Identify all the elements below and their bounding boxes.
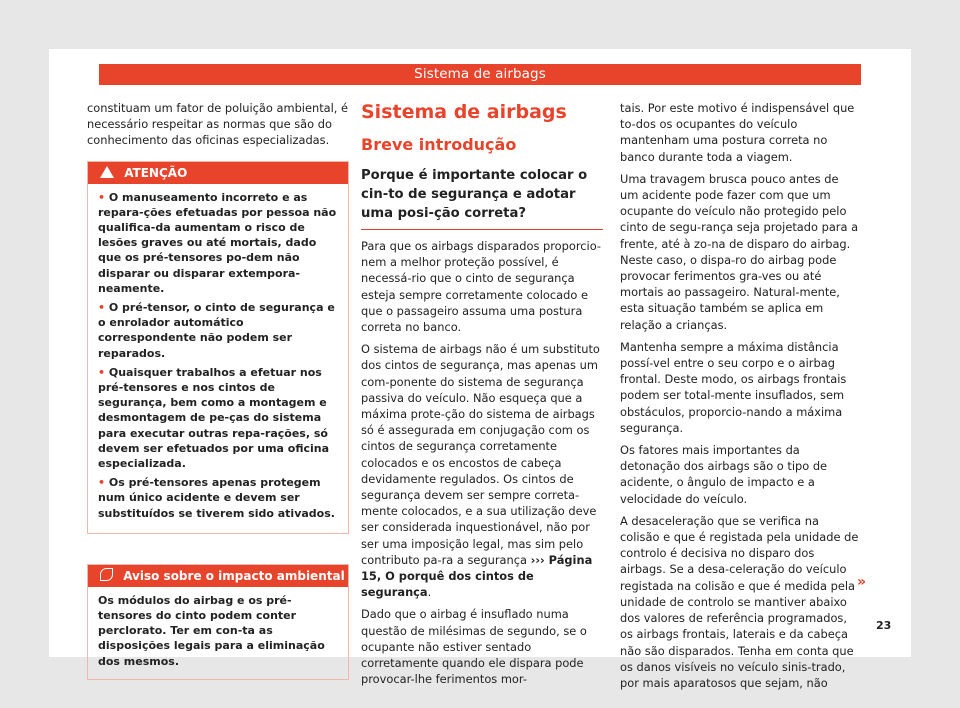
bullet-icon: •: [98, 301, 109, 315]
paragraph-end: .: [427, 585, 432, 600]
continue-arrow-icon: »: [857, 574, 867, 590]
bullet-icon: •: [98, 365, 109, 379]
warning-item-text: Quaisquer trabalhos a efetuar nos pré-tensores e nos cintos de segurança, bem como a montagem e desmontagem de pe-ças do sistema para executar outras repa-rações, só devem ser efetuados por uma oficina especializada.: [98, 365, 330, 471]
warning-body: [88, 184, 348, 533]
warning-title: ATENÇÃO: [124, 165, 188, 180]
section-subtitle: Breve introdução: [361, 135, 517, 154]
bullet-icon: •: [98, 476, 109, 490]
page-number: 23: [876, 619, 892, 632]
paragraph: A desaceleração que se verifica na colisão e que é registada pela unidade de controlo é decisiva no disparo dos airbags. Se a desa-celeração do veículo registada na colisão e que é medida pela unidade de controlo se mantiver abaixo dos valores de referência programados, os airbags frontais, laterais e da cabeça não são disparados. Tenha em conta que os danos visíveis no veículo sinis-trado, por mais aparatosos que sejam, não: [620, 513, 859, 690]
environment-header: [88, 565, 348, 587]
intro-paragraph: constituam um fator de poluição ambiental, é necessário respeitar as normas que são do conhecimento das oficinas especializadas.: [87, 101, 349, 148]
warning-triangle-icon: [100, 166, 114, 178]
paragraph: Mantenha sempre a máxima distância possí-vel entre o seu corpo e o airbag frontal. Deste modo, os airbags frontais podem ser total-mente insuflados, sem obstáculos, proporcio-nando a máxima segurança.: [620, 339, 847, 435]
paragraph: Os fatores mais importantes da detonação dos airbags são o tipo de acidente, o ângulo de impacto e a velocidade do veículo.: [620, 443, 828, 506]
section-title: Sistema de airbags: [361, 101, 567, 123]
column-2: [361, 100, 603, 687]
paragraph-text: O sistema de airbags não é um substituto dos cintos de segurança, mas apenas um com-ponente do sistema de segurança passiva do veículo. Não esqueça que a máxima prote-ção do sistema de airbags só é assegurada em conjugação com os cintos de segurança corretamente colocados e os encostos de cabeça devidamente regulados. Os cintos de segurança devem ser sempre correta-mente colocados, e a sua utilização deve ser considerada inquestionável, não por ser uma imposição legal, mas sim pelo contributo pa-ra a segurança: [361, 342, 600, 567]
paragraph: [361, 341, 603, 600]
warning-item-text: Os pré-tensores apenas protegem num único acidente e devem ser substituídos se tiverem sido ativados.: [98, 476, 335, 520]
warning-box: [87, 161, 349, 534]
page-reference-link[interactable]: ››› Página 15, O porquê dos cintos de segurança: [361, 552, 593, 600]
warning-item: [98, 300, 338, 361]
environment-leaf-icon: [100, 568, 113, 581]
warning-item-text: O pré-tensor, o cinto de segurança e o enrolador automático correspondente não podem ser reparados.: [98, 301, 335, 360]
environment-title: Aviso sobre o impacto ambiental: [123, 568, 345, 583]
environment-body: Os módulos do airbag e os pré-tensores do cinto podem conter perclorato. Ter em con-ta as disposições legais para a eliminação dos mesmos.: [98, 593, 325, 668]
warning-item: [98, 190, 338, 296]
question-heading: Porque é importante colocar o cin-to de segurança e adotar uma posi-ção correta?: [361, 166, 603, 230]
environment-box: [87, 564, 349, 680]
column-1: [87, 100, 349, 680]
paragraph: Uma travagem brusca pouco antes de um acidente pode fazer com que um ocupante do veículo não protegido pelo cinto de segu-rança seja projetado para a frente, até à zo-na de disparo do airbag. Neste caso, o dispa-ro do airbag pode provocar ferimentos gra-ves ou até mortais ao passageiro. Natural-mente, esta situação também se aplica em relação a crianças.: [620, 171, 859, 332]
paragraph: tais. Por este motivo é indispensável que to-dos os ocupantes do veículo mantenham uma postura correta no banco durante toda a viagem.: [620, 101, 855, 164]
warning-item: [98, 475, 338, 521]
warning-header: [88, 162, 348, 184]
column-3: [620, 100, 860, 691]
bullet-icon: •: [98, 190, 109, 204]
page-header: Sistema de airbags: [99, 64, 861, 85]
warning-item: [98, 365, 338, 471]
paragraph: Para que os airbags disparados proporcio-nem a melhor proteção possível, é necessá-rio que o cinto de segurança esteja sempre corretamente colocado e que o passageiro assuma uma postura correta no banco.: [361, 239, 601, 335]
warning-item-text: O manuseamento incorreto e as repara-ções efetuadas por pessoa não qualifica-da aumentam o risco de lesões graves ou até mortais, dado que os pré-tensores po-dem não disparar ou disparar extempora-neamente.: [98, 190, 337, 295]
paragraph: Dado que o airbag é insuflado numa questão de milésimas de segundo, se o ocupante não estiver sentado corretamente quando ele dispara pode provocar-lhe ferimentos mor-: [361, 607, 587, 687]
